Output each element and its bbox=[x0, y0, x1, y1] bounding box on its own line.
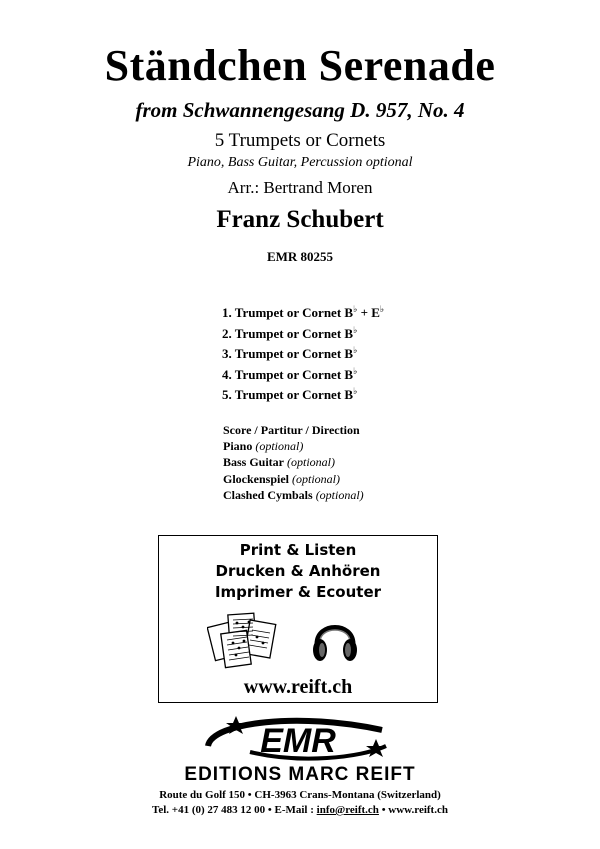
optional-instruments: Piano, Bass Guitar, Percussion optional bbox=[187, 155, 413, 170]
publisher-contact: Tel. +41 (0) 27 483 12 00 • E-Mail : info@reift.ch • www.reift.ch bbox=[152, 804, 448, 816]
star-icon bbox=[366, 739, 386, 757]
publisher-address: Route du Golf 150 • CH-3963 Crans-Montana (Switzerland) bbox=[159, 789, 441, 801]
headphones-icon bbox=[311, 610, 359, 666]
part-item: 1. Trumpet or Cornet B♭ + E♭ bbox=[222, 304, 385, 320]
part-item: 2. Trumpet or Cornet B♭ bbox=[222, 324, 358, 341]
catalog-number: EMR 80255 bbox=[266, 249, 334, 264]
extras-list bbox=[223, 422, 364, 503]
composer: Franz Schubert bbox=[216, 206, 384, 233]
extra-item: Score / Partitur / Direction bbox=[223, 423, 360, 437]
logo-letters: EMR bbox=[260, 722, 336, 760]
part-item: 4. Trumpet or Cornet B♭ bbox=[222, 365, 358, 382]
publisher-name: EDITIONS MARC REIFT bbox=[184, 764, 416, 784]
page-title: Ständchen Serenade bbox=[104, 41, 496, 90]
promo-line: Print & Listen bbox=[239, 541, 357, 559]
extra-item: Piano (optional) bbox=[223, 439, 304, 454]
promo-line: Imprimer & Ecouter bbox=[214, 583, 382, 601]
emr-logo bbox=[150, 712, 450, 784]
promo-line: Drucken & Anhören bbox=[215, 562, 381, 580]
parts-list bbox=[222, 303, 384, 406]
website-link[interactable]: www.reift.ch bbox=[243, 676, 353, 698]
extra-item: Clashed Cymbals (optional) bbox=[223, 487, 364, 502]
instrumentation: 5 Trumpets or Cornets bbox=[214, 130, 386, 151]
extra-item: Glockenspiel (optional) bbox=[223, 471, 341, 486]
print-listen-box bbox=[158, 535, 438, 703]
arranger: Arr.: Bertrand Moren bbox=[227, 178, 373, 197]
part-item: 5. Trumpet or Cornet B♭ bbox=[222, 386, 358, 402]
subtitle: from Schwannengesang D. 957, No. 4 bbox=[135, 98, 465, 122]
email-link[interactable]: info@reift.ch bbox=[316, 804, 379, 816]
part-item: 3. Trumpet or Cornet B♭ bbox=[222, 345, 358, 361]
sheet-music-icon bbox=[207, 610, 283, 672]
extra-item: Bass Guitar (optional) bbox=[223, 455, 336, 470]
